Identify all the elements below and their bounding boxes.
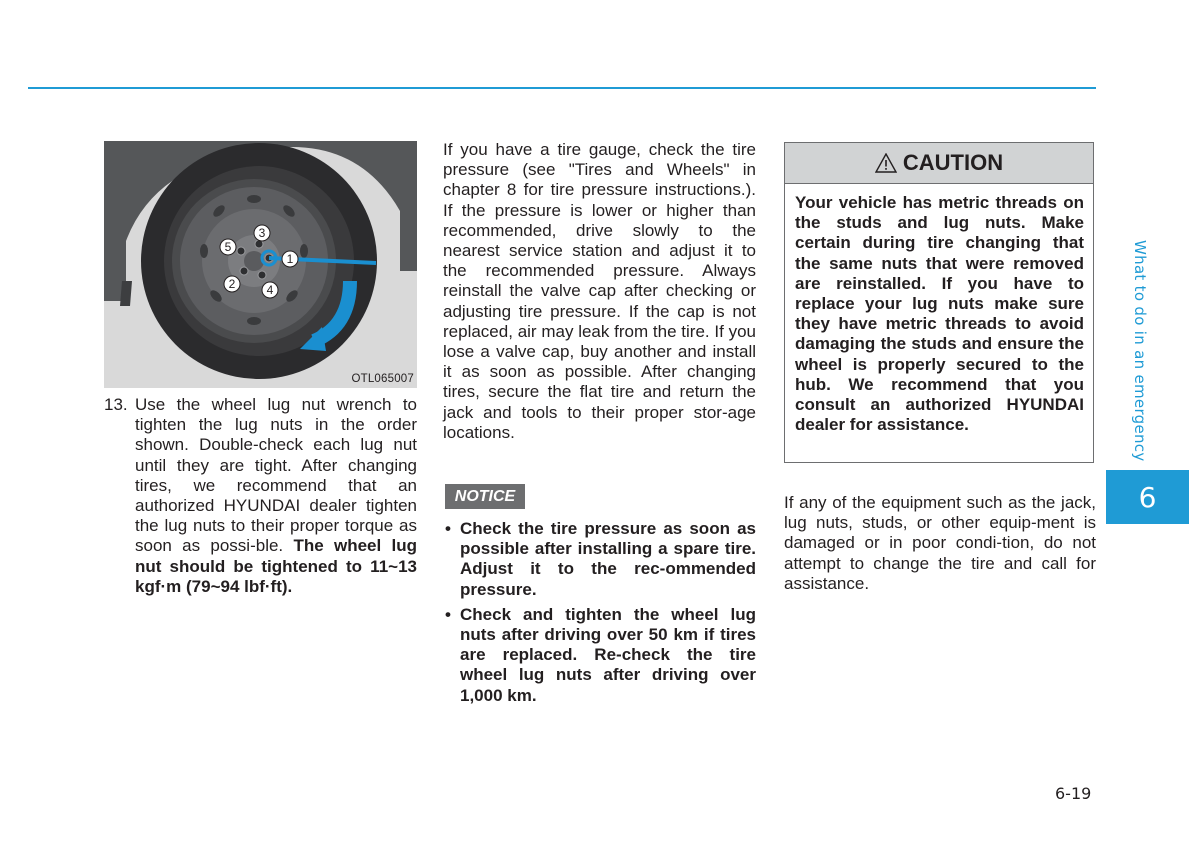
wheel-drawing [104, 141, 417, 388]
notice-item-text: Check the tire pressure as soon as possible after installing a spare tire. Adjust it to the rec-ommended pressure. [460, 519, 756, 599]
figure-code: OTL065007 [351, 373, 414, 385]
nut-label-2: 2 [228, 277, 236, 291]
caution-text: Your vehicle has metric threads on the studs and lug nuts. Make certain during tire changing that the same nuts that were removed are reinstalled. If you have to replace your lug nuts make sure they have metric threads to avoid damaging the studs and ensure the wheel is properly secured to the hub. We recommend that you consult an authorized HYUNDAI dealer for assistance. [795, 193, 1084, 435]
caution-title: CAUTION [902, 150, 1004, 175]
notice-label: NOTICE [445, 484, 525, 509]
notice-item [443, 519, 756, 600]
notice-item-text: Check and tighten the wheel lug nuts after driving over 50 km if tires are replaced. Re-check the tire wheel lug nuts after driving over 1,000 km. [460, 604, 756, 705]
tire-pressure-paragraph: If you have a tire gauge, check the tire pressure (see "Tires and Wheels" in chapter 8 for tire pressure instructions.). If the pressure is lower or higher than recommended, drive slowly to the nearest service station and adjust it to the recommended pressure. Always reinstall the valve cap after checking or adjusting tire pressure. If the cap is not replaced, air may leak from the tire. If you lose a valve cap, buy another and install it as soon as possible. After changing tires, secure the flat tire and return the jack and tools to their proper stor-age locations. [443, 140, 756, 442]
bullet-icon: • [445, 604, 451, 624]
step-text: Use the wheel lug nut wrench to tighten the lug nuts in the order shown. Double-check each lug nut until they are tight. After changing tires, we recommend that an authorized HYUNDAI dealer tighten the lug nuts to their proper torque as soon as possi-ble. [135, 395, 417, 556]
chapter-tab: 6 [1106, 470, 1189, 524]
header-rule [28, 87, 1096, 89]
section-tab-label: What to do in an emergency [1131, 240, 1149, 462]
equipment-paragraph: If any of the equipment such as the jack, lug nuts, studs, or other equip-ment is damaged or in poor condi-tion, do not attempt to change the tire and call for assistance. [784, 493, 1096, 593]
caution-header [785, 143, 1093, 184]
warning-triangle-icon [875, 153, 897, 173]
step-body [135, 395, 417, 597]
step-bold-text: The wheel lug nut should be tightened to 11~13 kgf·m (79~94 lbf·ft). [135, 536, 417, 596]
nut-label-5: 5 [224, 240, 232, 254]
step-number: 13. [104, 395, 128, 414]
bullet-icon: • [445, 519, 451, 538]
page-number: 6-19 [1055, 784, 1092, 803]
notice-list [443, 519, 756, 711]
nut-label-1: 1 [286, 252, 294, 266]
notice-item [443, 605, 756, 706]
step-13 [104, 395, 417, 597]
nut-label-3: 3 [258, 226, 266, 240]
caution-box [784, 142, 1094, 463]
wheel-illustration [104, 141, 417, 388]
nut-label-4: 4 [266, 283, 274, 297]
